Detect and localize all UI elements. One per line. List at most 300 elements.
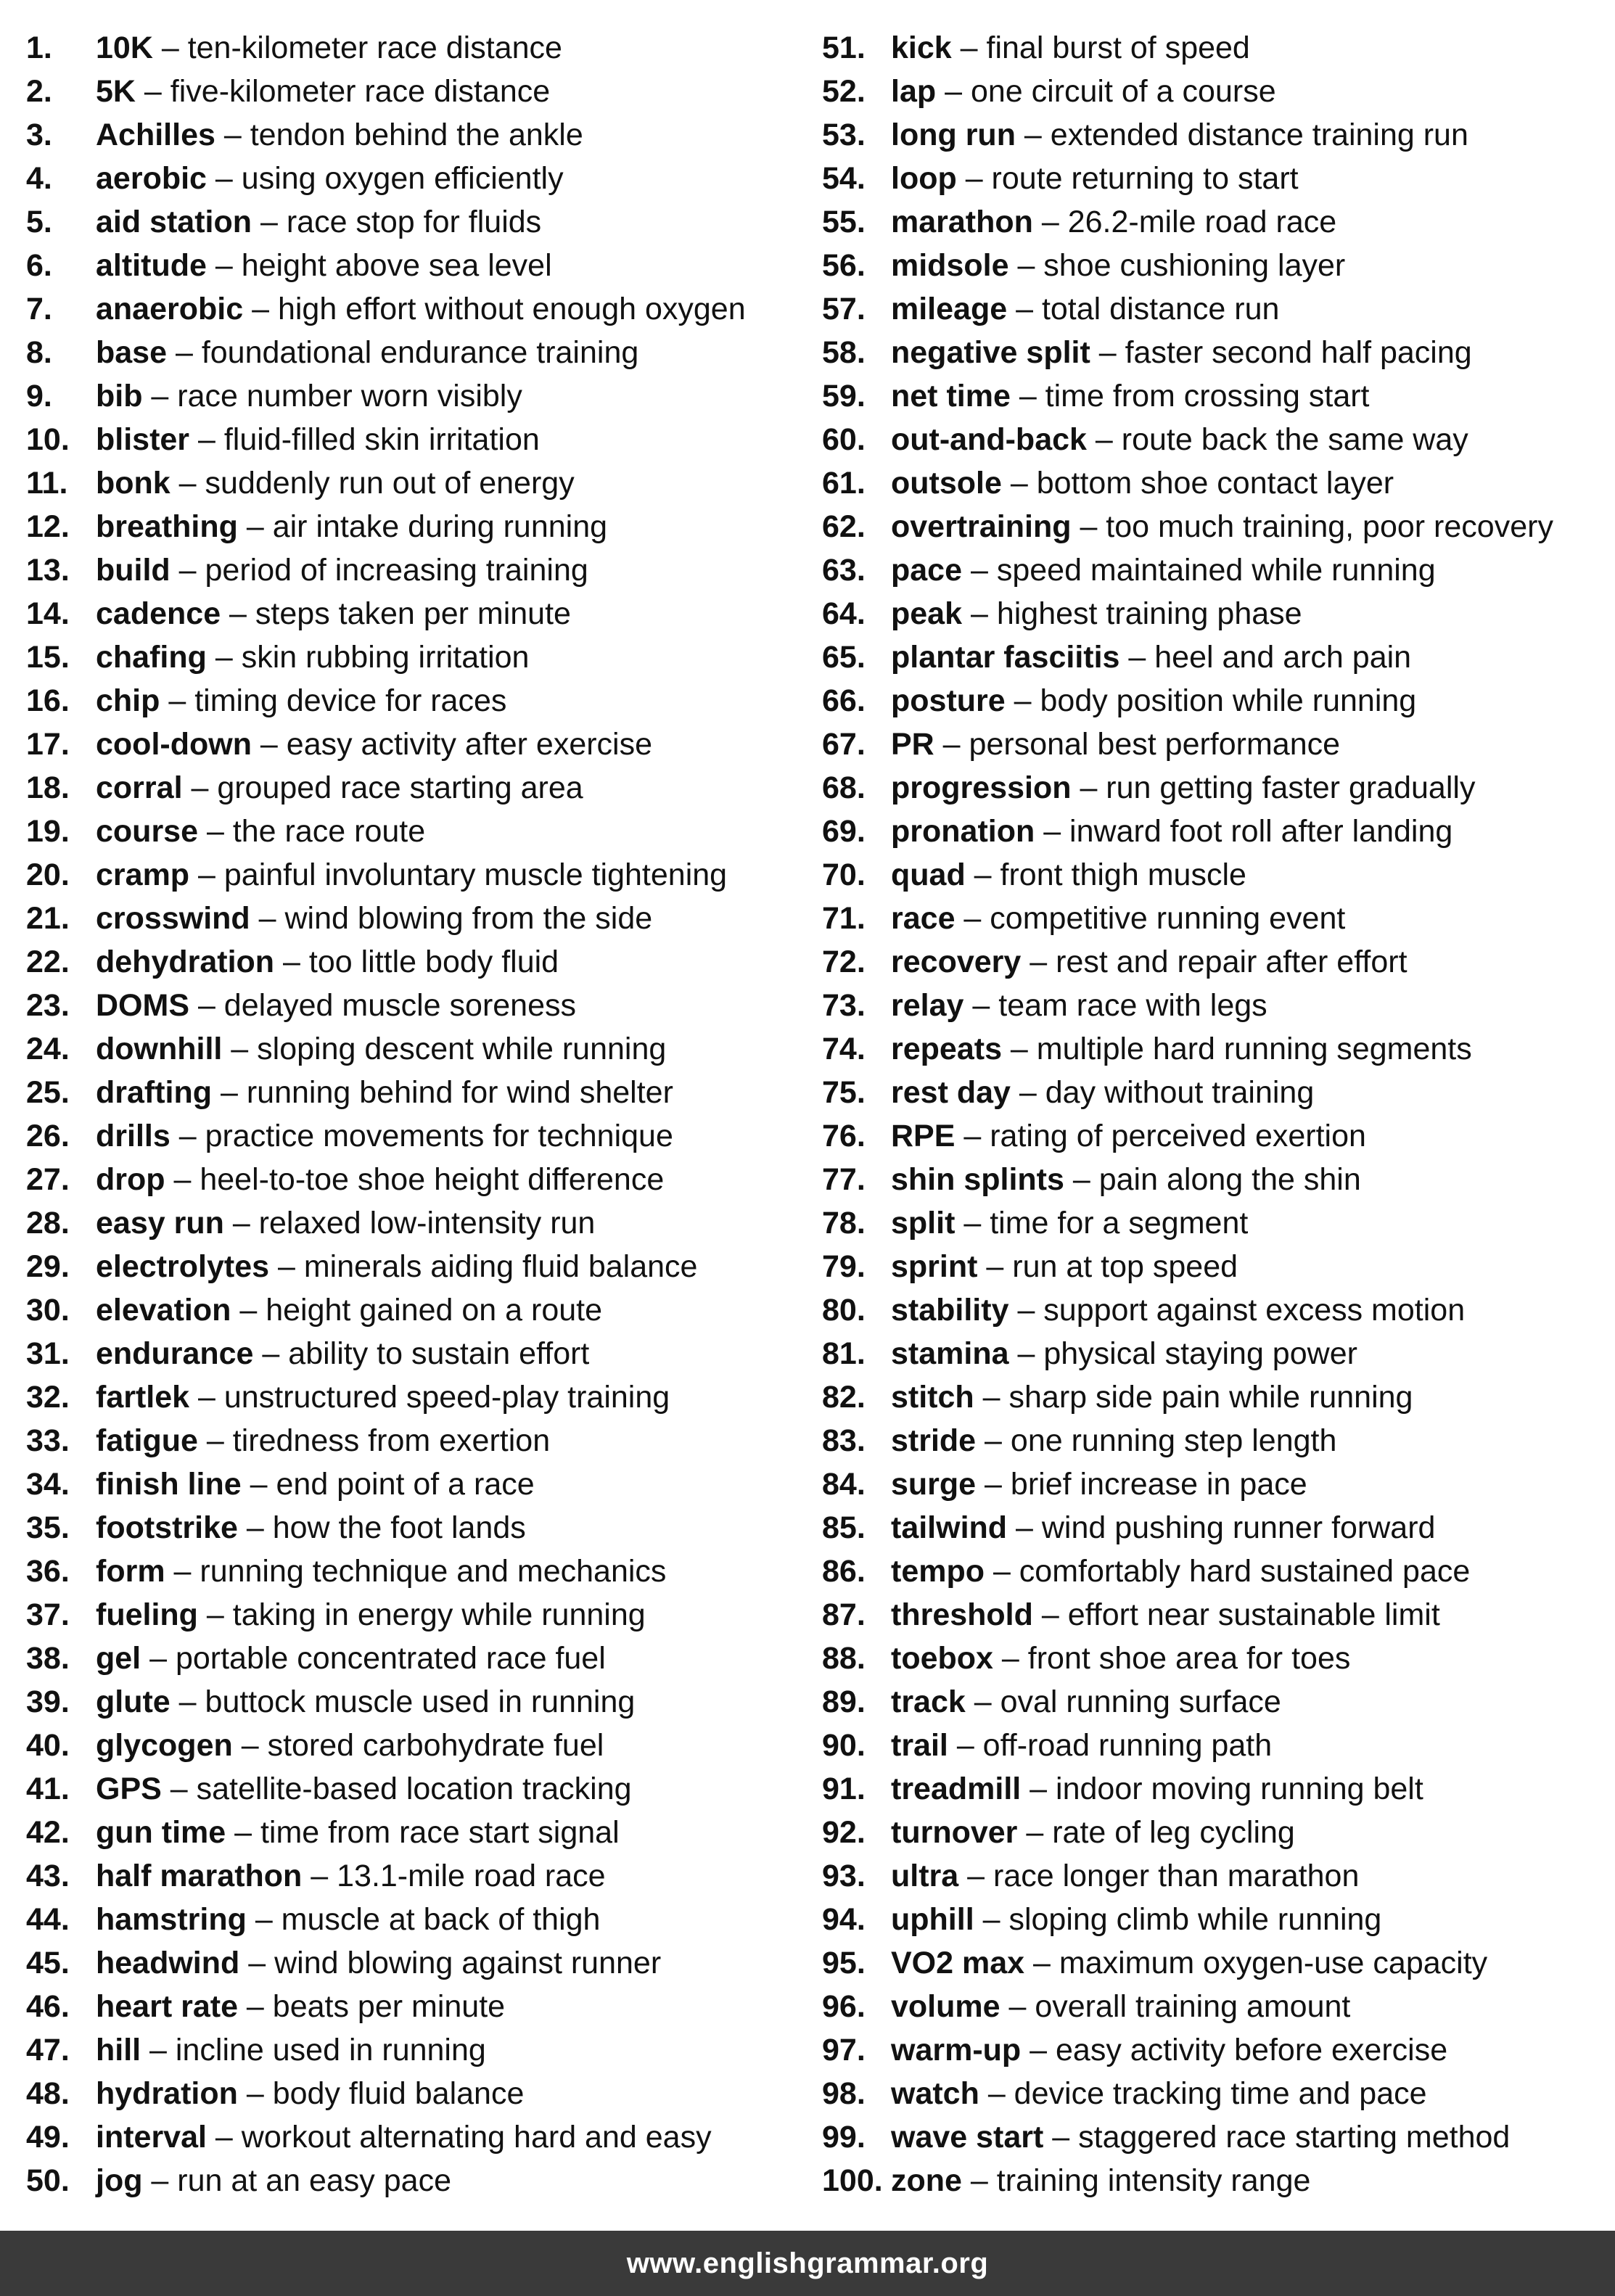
entry-number: 92.: [822, 1815, 866, 1850]
entry-definition: – easy activity after exercise: [251, 727, 653, 762]
entry-definition: – practice movements for technique: [170, 1119, 673, 1153]
glossary-entry: [822, 1550, 1600, 1593]
entry-definition: – incline used in running: [141, 2033, 486, 2067]
entry-term: warm-up: [891, 2033, 1022, 2067]
entry-text: [96, 1985, 505, 2028]
entry-number: 59.: [822, 379, 866, 413]
glossary-entry: [822, 1637, 1600, 1680]
glossary-entry: [26, 1027, 822, 1071]
entry-definition: – relaxed low-intensity run: [223, 1206, 596, 1240]
entry-number: 57.: [822, 292, 866, 326]
entry-term: stamina: [891, 1336, 1009, 1371]
entry-term: shin splints: [891, 1162, 1064, 1197]
entry-definition: – sloping climb while running: [974, 1902, 1382, 1937]
entry-number: 22.: [26, 945, 70, 979]
entry-text: [96, 1158, 664, 1201]
glossary-entry: [822, 1985, 1600, 2028]
entry-term: mileage: [891, 292, 1008, 326]
entry-term: drills: [96, 1119, 170, 1153]
entry-term: surge: [891, 1467, 977, 1502]
glossary-entry: [26, 2115, 822, 2159]
glossary-entry: [26, 635, 822, 679]
entry-definition: – using oxygen efficiently: [206, 161, 564, 196]
entry-definition: – how the foot lands: [237, 1510, 526, 1545]
entry-term: breathing: [96, 509, 238, 544]
entry-term: recovery: [891, 945, 1022, 979]
entry-term: turnover: [891, 1815, 1018, 1850]
glossary-entry: [26, 723, 822, 766]
glossary-entry: [26, 2072, 822, 2115]
entry-number: 76.: [822, 1119, 866, 1153]
entry-number: 24.: [26, 1032, 70, 1066]
glossary-entry: [26, 1941, 822, 1985]
entry-term: anaerobic: [96, 292, 244, 326]
entry-text: [891, 592, 1302, 635]
entry-term: DOMS: [96, 988, 189, 1023]
entry-number: 48.: [26, 2076, 70, 2111]
glossary-entry: [26, 1506, 822, 1550]
glossary-entry: [26, 287, 822, 331]
entry-number: 50.: [26, 2163, 70, 2198]
entry-definition: – beats per minute: [237, 1989, 506, 2024]
entry-text: [96, 984, 576, 1027]
entry-text: [96, 897, 652, 940]
entry-term: repeats: [891, 1032, 1002, 1066]
entry-number: 13.: [26, 553, 70, 588]
entry-number: 9.: [26, 379, 52, 413]
entry-definition: – wind pushing runner forward: [1007, 1510, 1436, 1545]
entry-number: 45.: [26, 1946, 70, 1980]
entry-text: [96, 505, 607, 548]
entry-text: [891, 810, 1452, 853]
entry-number: 93.: [822, 1859, 866, 1893]
entry-text: [891, 984, 1267, 1027]
entry-text: [891, 113, 1468, 157]
glossary-entry: [26, 70, 822, 113]
entry-term: watch: [891, 2076, 979, 2111]
entry-text: [891, 1375, 1413, 1419]
entry-definition: – faster second half pacing: [1090, 335, 1472, 370]
entry-text: [96, 244, 552, 287]
entry-text: [891, 1332, 1357, 1375]
glossary-entry: [26, 374, 822, 418]
glossary-entry: [822, 2028, 1600, 2072]
glossary-entry: [26, 157, 822, 200]
entry-term: net time: [891, 379, 1011, 413]
glossary-entry: [26, 1767, 822, 1811]
entry-term: drop: [96, 1162, 165, 1197]
entry-term: 5K: [96, 74, 136, 109]
entry-text: [891, 635, 1411, 679]
entry-text: [96, 592, 571, 635]
entry-term: endurance: [96, 1336, 254, 1371]
entry-term: rest day: [891, 1075, 1011, 1110]
glossary-entry: [822, 1724, 1600, 1767]
entry-definition: – period of increasing training: [170, 553, 588, 588]
entry-term: track: [891, 1684, 966, 1719]
entry-text: [891, 679, 1416, 723]
glossary-entry: [822, 1941, 1600, 1985]
entry-definition: – the race route: [198, 814, 426, 849]
entry-text: [891, 1027, 1472, 1071]
entry-text: [96, 418, 540, 461]
entry-term: bonk: [96, 466, 170, 501]
entry-number: 77.: [822, 1162, 866, 1197]
entry-number: 58.: [822, 335, 866, 370]
entry-text: [891, 2028, 1447, 2072]
entry-term: altitude: [96, 248, 207, 283]
entry-definition: – unstructured speed-play training: [189, 1380, 670, 1415]
entry-number: 60.: [822, 422, 866, 457]
entry-term: cool-down: [96, 727, 252, 762]
entry-definition: – race stop for fluids: [252, 205, 542, 239]
entry-text: [96, 2159, 451, 2202]
entry-term: glycogen: [96, 1728, 233, 1763]
entry-number: 61.: [822, 466, 866, 501]
entry-number: 40.: [26, 1728, 70, 1763]
entry-text: [96, 26, 562, 70]
entry-definition: – sloping descent while running: [222, 1032, 667, 1066]
entry-definition: – route back the same way: [1086, 422, 1468, 457]
entry-term: finish line: [96, 1467, 242, 1502]
glossary-entry: [26, 418, 822, 461]
entry-number: 68.: [822, 770, 866, 805]
entry-number: 19.: [26, 814, 70, 849]
entry-term: tailwind: [891, 1510, 1008, 1545]
entry-definition: – day without training: [1010, 1075, 1315, 1110]
entry-definition: – support against excess motion: [1008, 1293, 1466, 1328]
entry-term: trail: [891, 1728, 948, 1763]
entry-number: 15.: [26, 640, 70, 675]
entry-term: drafting: [96, 1075, 213, 1110]
entry-number: 56.: [822, 248, 866, 283]
glossary-entry: [822, 331, 1600, 374]
glossary-entry: [26, 766, 822, 810]
entry-number: 74.: [822, 1032, 866, 1066]
entry-number: 72.: [822, 945, 866, 979]
entry-term: stitch: [891, 1380, 974, 1415]
entry-number: 42.: [26, 1815, 70, 1850]
entry-number: 43.: [26, 1859, 70, 1893]
entry-definition: – skin rubbing irritation: [206, 640, 530, 675]
entry-number: 37.: [26, 1597, 70, 1632]
entry-term: midsole: [891, 248, 1009, 283]
entry-text: [96, 1767, 632, 1811]
entry-term: dehydration: [96, 945, 275, 979]
entry-text: [96, 1811, 620, 1854]
entry-text: [891, 1941, 1487, 1985]
entry-text: [96, 1462, 535, 1506]
entry-definition: – ability to sustain effort: [253, 1336, 590, 1371]
entry-text: [891, 1419, 1336, 1462]
entry-term: downhill: [96, 1032, 223, 1066]
glossary-entry: [822, 1767, 1600, 1811]
entry-definition: – extended distance training run: [1015, 118, 1468, 152]
glossary-entry: [822, 1201, 1600, 1245]
entry-text: [891, 897, 1345, 940]
entry-term: quad: [891, 857, 966, 892]
entry-text: [96, 766, 583, 810]
glossary-entry: [822, 766, 1600, 810]
entry-term: sprint: [891, 1249, 978, 1284]
entry-definition: – physical staying power: [1008, 1336, 1357, 1371]
entry-definition: – inward foot roll after landing: [1035, 814, 1453, 849]
entry-term: ultra: [891, 1859, 959, 1893]
glossary-entry: [26, 113, 822, 157]
entry-number: 96.: [822, 1989, 866, 2024]
entry-term: cadence: [96, 596, 221, 631]
entry-term: fartlek: [96, 1380, 190, 1415]
entry-number: 86.: [822, 1554, 866, 1589]
entry-text: [96, 157, 564, 200]
glossary-entry: [26, 244, 822, 287]
glossary-entry: [26, 1071, 822, 1114]
glossary-entry: [822, 1071, 1600, 1114]
entry-text: [891, 26, 1250, 70]
entry-number: 33.: [26, 1423, 70, 1458]
entry-definition: – stored carbohydrate fuel: [232, 1728, 604, 1763]
entry-number: 52.: [822, 74, 866, 109]
glossary-entry: [822, 940, 1600, 984]
glossary-entry: [822, 1288, 1600, 1332]
entry-number: 49.: [26, 2120, 70, 2155]
entry-text: [891, 1288, 1465, 1332]
entry-text: [96, 548, 588, 592]
entry-definition: – effort near sustainable limit: [1032, 1597, 1440, 1632]
glossary-entry: [26, 897, 822, 940]
entry-text: [96, 1550, 666, 1593]
entry-number: 17.: [26, 727, 70, 762]
entry-definition: – time for a segment: [955, 1206, 1249, 1240]
entry-text: [96, 1854, 606, 1898]
glossary-entry: [822, 200, 1600, 244]
entry-number: 38.: [26, 1641, 70, 1676]
glossary-entry: [822, 1680, 1600, 1724]
glossary-entry: [26, 1332, 822, 1375]
entry-term: build: [96, 553, 170, 588]
entry-term: kick: [891, 30, 952, 65]
entry-term: hydration: [96, 2076, 238, 2111]
entry-definition: – off-road running path: [948, 1728, 1273, 1763]
glossary-entry: [26, 1593, 822, 1637]
entry-definition: – running behind for wind shelter: [212, 1075, 673, 1110]
footer-website-link[interactable]: www.englishgrammar.org: [626, 2247, 989, 2279]
entry-term: jog: [96, 2163, 143, 2198]
entry-term: course: [96, 814, 199, 849]
entry-text: [891, 1985, 1350, 2028]
entry-definition: – painful involuntary muscle tightening: [189, 857, 728, 892]
entry-term: interval: [96, 2120, 207, 2155]
entry-term: corral: [96, 770, 183, 805]
entry-text: [96, 1288, 602, 1332]
entry-text: [96, 1245, 697, 1288]
entry-term: cramp: [96, 857, 190, 892]
entry-term: crosswind: [96, 901, 250, 936]
entry-term: form: [96, 1554, 165, 1589]
entry-definition: – height above sea level: [206, 248, 552, 283]
entry-definition: – 26.2-mile road race: [1032, 205, 1337, 239]
entry-text: [96, 1724, 604, 1767]
entry-term: base: [96, 335, 168, 370]
entry-number: 78.: [822, 1206, 866, 1240]
entry-text: [96, 374, 522, 418]
entry-term: aerobic: [96, 161, 207, 196]
entry-definition: – minerals aiding fluid balance: [269, 1249, 698, 1284]
entry-text: [891, 331, 1472, 374]
footer-bar: [0, 2231, 1615, 2296]
entry-number: 54.: [822, 161, 866, 196]
entry-number: 10.: [26, 422, 70, 457]
entry-definition: – front thigh muscle: [965, 857, 1246, 892]
entry-number: 80.: [822, 1293, 866, 1328]
entry-text: [891, 1550, 1470, 1593]
entry-term: fueling: [96, 1597, 198, 1632]
entry-term: overtraining: [891, 509, 1072, 544]
entry-number: 6.: [26, 248, 52, 283]
entry-number: 81.: [822, 1336, 866, 1371]
entry-definition: – too little body fluid: [274, 945, 559, 979]
entry-number: 23.: [26, 988, 70, 1023]
entry-number: 82.: [822, 1380, 866, 1415]
entry-text: [891, 200, 1336, 244]
entry-definition: – five-kilometer race distance: [135, 74, 551, 109]
entry-number: 90.: [822, 1728, 866, 1763]
entry-text: [891, 1593, 1440, 1637]
entry-number: 89.: [822, 1684, 866, 1719]
entry-term: out-and-back: [891, 422, 1087, 457]
entry-text: [891, 374, 1370, 418]
entry-number: 26.: [26, 1119, 70, 1153]
entry-definition: – oval running surface: [965, 1684, 1281, 1719]
entry-definition: – indoor moving running belt: [1021, 1772, 1423, 1806]
entry-definition: – overall training amount: [1000, 1989, 1351, 2024]
entry-text: [891, 1201, 1248, 1245]
entry-number: 94.: [822, 1902, 866, 1937]
glossary-entry: [26, 1419, 822, 1462]
entry-term: hill: [96, 2033, 141, 2067]
entry-text: [96, 331, 638, 374]
entry-term: Achilles: [96, 118, 215, 152]
entry-definition: – end point of a race: [241, 1467, 535, 1502]
entry-number: 64.: [822, 596, 866, 631]
entry-term: outsole: [891, 466, 1002, 501]
entry-text: [891, 1158, 1361, 1201]
glossary-entry: [822, 1462, 1600, 1506]
glossary-entry: [822, 157, 1600, 200]
entry-term: easy run: [96, 1206, 224, 1240]
glossary-entry: [822, 1854, 1600, 1898]
entry-text: [96, 1375, 670, 1419]
entry-definition: – run at an easy pace: [142, 2163, 451, 2198]
entry-term: toebox: [891, 1641, 993, 1676]
glossary-entry: [26, 810, 822, 853]
entry-definition: – delayed muscle soreness: [189, 988, 577, 1023]
entry-number: 91.: [822, 1772, 866, 1806]
entry-text: [96, 1332, 589, 1375]
entry-text: [891, 505, 1553, 548]
glossary-entry: [822, 635, 1600, 679]
glossary-entry: [822, 113, 1600, 157]
entry-definition: – suddenly run out of energy: [170, 466, 575, 501]
entry-number: 66.: [822, 683, 866, 718]
entry-definition: – team race with legs: [963, 988, 1267, 1023]
glossary-entry: [822, 26, 1600, 70]
entry-text: [96, 2115, 712, 2159]
entry-term: loop: [891, 161, 957, 196]
entry-number: 55.: [822, 205, 866, 239]
entry-definition: – front shoe area for toes: [993, 1641, 1351, 1676]
glossary-entry: [822, 1811, 1600, 1854]
entry-definition: – timing device for races: [160, 683, 507, 718]
entry-term: volume: [891, 1989, 1000, 2024]
entry-term: race: [891, 901, 956, 936]
entry-term: VO2 max: [891, 1946, 1025, 1980]
entry-number: 83.: [822, 1423, 866, 1458]
entry-term: split: [891, 1206, 956, 1240]
entry-number: 18.: [26, 770, 70, 805]
entry-text: [891, 287, 1279, 331]
entry-definition: – staggered race starting method: [1043, 2120, 1511, 2155]
entry-number: 3.: [26, 118, 52, 152]
entry-text: [96, 461, 575, 505]
entry-text: [891, 1898, 1381, 1941]
entry-definition: – muscle at back of thigh: [246, 1902, 601, 1937]
entry-number: 46.: [26, 1989, 70, 2024]
entry-definition: – ten-kilometer race distance: [152, 30, 562, 65]
entry-definition: – body fluid balance: [237, 2076, 525, 2111]
entry-number: 20.: [26, 857, 70, 892]
entry-term: headwind: [96, 1946, 240, 1980]
glossary-entry: [822, 505, 1600, 548]
entry-definition: – time from crossing start: [1010, 379, 1370, 413]
entry-number: 47.: [26, 2033, 70, 2067]
entry-text: [891, 244, 1345, 287]
entry-number: 7.: [26, 292, 52, 326]
entry-number: 31.: [26, 1336, 70, 1371]
glossary-entry: [26, 2028, 822, 2072]
glossary-entry: [822, 374, 1600, 418]
entry-text: [96, 287, 746, 331]
entry-text: [891, 2159, 1310, 2202]
entry-definition: – rest and repair after effort: [1021, 945, 1408, 979]
glossary-entry: [26, 461, 822, 505]
glossary-entry: [26, 1854, 822, 1898]
entry-number: 73.: [822, 988, 866, 1023]
entry-term: relay: [891, 988, 964, 1023]
glossary-entry: [26, 1637, 822, 1680]
entry-number: 41.: [26, 1772, 70, 1806]
entry-term: peak: [891, 596, 963, 631]
entry-text: [96, 1680, 635, 1724]
entry-number: 5.: [26, 205, 52, 239]
entry-term: zone: [891, 2163, 962, 2198]
entry-definition: – running technique and mechanics: [165, 1554, 667, 1589]
entry-text: [891, 157, 1299, 200]
entry-term: threshold: [891, 1597, 1033, 1632]
entry-term: stride: [891, 1423, 977, 1458]
glossary-entry: [822, 984, 1600, 1027]
glossary-entry: [26, 1288, 822, 1332]
entry-definition: – satellite-based location tracking: [161, 1772, 632, 1806]
glossary-entry: [26, 1811, 822, 1854]
entry-definition: – bottom shoe contact layer: [1001, 466, 1394, 501]
entry-text: [891, 2072, 1427, 2115]
glossary-entry: [822, 1027, 1600, 1071]
entry-text: [891, 1506, 1435, 1550]
glossary-column-right: [822, 26, 1600, 2202]
entry-number: 16.: [26, 683, 70, 718]
entry-definition: – shoe cushioning layer: [1008, 248, 1346, 283]
